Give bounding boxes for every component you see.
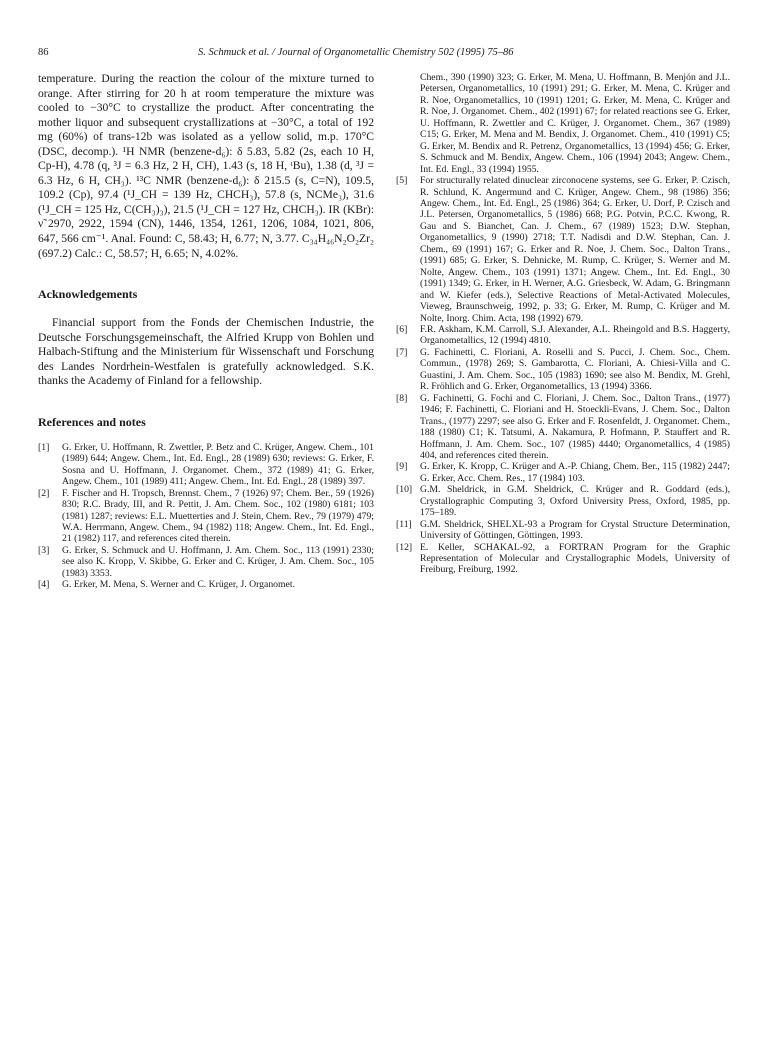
running-head: S. Schmuck et al. / Journal of Organometallic Chemistry 502 (1995) 75–86 (198, 47, 514, 58)
acknowledgements-heading: Acknowledgements (38, 287, 138, 302)
left-column (38, 72, 374, 591)
page-header (38, 47, 730, 61)
acknowledgements-text: Financial support from the Fonds der Chemischen Industrie, the Deutsche Forschungsgemeinschaft, the Alfried Krupp von Bohlen und Halbach-Stiftung and the Ministerium für Wissenschaft und Forschung des Landes Nordrhein-Westfalen is gratefully acknowledged. S.K. thanks the Academy of Finland for a fellowship. (38, 316, 374, 388)
reference-number: [10] (396, 484, 413, 496)
reference-text: G. Fachinetti, C. Floriani, A. Roselli and S. Pucci, J. Chem. Soc., Chem. Commun., (1978) 269; S. Gambarotta, C. Floriani, A. Chiesi-Villa and C. Guastini, J. Am. Chem. Soc., 105 (1983) 1690; see also M. Bendix, M. Grehl, R. Fröhlich and G. Erker, Organometallics, 13 (1994) 3366. (420, 346, 730, 393)
reference-number: [1] (38, 441, 50, 453)
reference-number: [7] (396, 346, 408, 358)
references-list-left (38, 442, 374, 591)
page-number: 86 (38, 47, 49, 58)
reference-number: [9] (396, 461, 408, 473)
reference-number: [6] (396, 323, 408, 335)
reference-text: G.M. Sheldrick, SHELXL-93 a Program for Crystal Structure Determination, University of Göttingen, Göttingen, 1993. (420, 518, 730, 542)
reference-text: For structurally related dinuclear zirconocene systems, see G. Erker, P. Czisch, R. Schlund, K. Angermund and C. Krüger, Angew. Chem., 98 (1986) 356; Angew. Chem., Int. Ed. Engl., 25 (1986) 364; G. Erker, U. Dorf, P. Czisch and J.L. Petersen, Organometallics, 5 (1986) 668; P.G. Potvin, P.C.C. Kwong, R. Gau and S. Bianchet, Can. J. Chem., 67 (1989) 1523; D.W. Stephan, Organometallics, 9 (1990) 2718; T.T. Nadisdi and D.W. Stephan, Can. J. Chem., 69 (1991) 167; G. Erker and R. Noe, J. Chem. Soc., Dalton Trans., (1991) 685; G. Erker, S. Dehnicke, M. Rump, C. Krüger, S. Werner and M. Nolte, Angew. Chem., 103 (1991) 1371; Angew. Chem., Int. Ed. Engl., 30 (1991) 1349; G. Erker, in H. Werner, A.G. Griesbeck, W. Adam, G. Bringmann and W. Kiefer (eds.), Selective Reactions of Metal-Activated Molecules, Vieweg, Braunschweig, 1992, p. 33; G. Erker, M. Rump, C. Krüger and M. Nolte, Inorg. Chim. Acta, 198 (1992) 679. (420, 175, 730, 324)
reference-number: [3] (38, 544, 50, 556)
reference-item (38, 488, 374, 545)
reference-number: [4] (38, 579, 50, 591)
reference-number: [12] (396, 541, 413, 553)
reference-number: [2] (38, 487, 50, 499)
reference-text: F.R. Askham, K.M. Carroll, S.J. Alexander, A.L. Rheingold and B.S. Haggerty, Organometallics, 12 (1994) 4810. (420, 323, 730, 347)
reference-item (396, 324, 730, 347)
references-heading: References and notes (38, 414, 146, 429)
right-column (396, 72, 730, 576)
reference-text: F. Fischer and H. Tropsch, Brennst. Chem., 7 (1926) 97; Chem. Ber., 59 (1926) 830; R.C. Brady, III, and R. Pettit, J. Am. Chem. Soc., 102 (1980) 6181; 103 (1981) 1287; reviews: E.L. Muetterties and J. Stein, Chem. Rev., 79 (1979) 479; W.A. Herrmann, Angew. Chem., 94 (1982) 118; Angew. Chem., Int. Ed. Engl., 21 (1982) 117, and references cited therein. (62, 487, 374, 545)
reference-number: [8] (396, 392, 408, 404)
reference-number: [5] (396, 175, 408, 187)
reference-number: [11] (396, 518, 412, 530)
reference-item (396, 519, 730, 542)
reference-item (396, 542, 730, 576)
reference-item (396, 484, 730, 518)
reference-item (396, 175, 730, 324)
reference-text: E. Keller, SCHAKAL-92, a FORTRAN Program for the Graphic Representation of Molecular and Crystallographic Models, University of Freiburg, Freiburg, 1992. (420, 541, 730, 576)
reference-item (396, 393, 730, 462)
references-list-right (396, 72, 730, 576)
reference-item (396, 347, 730, 393)
reference-item (38, 545, 374, 579)
reference-text: G. Erker, S. Schmuck and U. Hoffmann, J. Am. Chem. Soc., 113 (1991) 2330; see also K. Kropp, V. Skibbe, G. Erker and C. Krüger, J. Am. Chem. Soc., 105 (1983) 3353. (62, 544, 374, 579)
reference-text: Chem., 390 (1990) 323; G. Erker, M. Mena, U. Hoffmann, B. Menjón and J.L. Petersen, Organometallics, 10 (1991) 291; G. Erker, M. Mena, C. Krüger and R. Noe, Organometallics, 10 (1991) 1201; G. Erker, M. Mena, C. Krüger and R. Noe, J. Organomet. Chem., 402 (1991) 67; for related reactions see G. Erker, U. Hoffmann, R. Zwettler and C. Krüger, J. Organomet. Chem., 367 (1989) C15; G. Erker, M. Mena and M. Bendix, J. Organomet. Chem., 410 (1991) C5; G. Erker, M. Bendix and R. Petrenz, Organometallics, 13 (1994) 456; G. Erker, S. Schmuck and M. Bendix, Angew. Chem., 106 (1994) 2043; Angew. Chem., Int. Ed. Engl., 33 (1994) 1955. (420, 72, 730, 175)
reference-item (38, 442, 374, 488)
reference-text: G.M. Sheldrick, in G.M. Sheldrick, C. Krüger and R. Goddard (eds.), Crystallographic Computing 3, Oxford University Press, Oxford, 1985, pp. 175–189. (420, 484, 730, 519)
reference-item (396, 461, 730, 484)
reference-text: G. Erker, K. Kropp, C. Krüger and A.-P. Chiang, Chem. Ber., 115 (1982) 2447; G. Erker, Acc. Chem. Res., 17 (1984) 103. (420, 461, 730, 484)
reference-item (38, 579, 374, 590)
reference-text: G. Erker, U. Hoffmann, R. Zwettler, P. Betz and C. Krüger, Angew. Chem., 101 (1989) 644; Angew. Chem., Int. Ed. Engl., 28 (1989) 630; reviews: G. Erker, F. Sosna and U. Hoffmann, J. Organomet. Chem., 372 (1989) 41; G. Erker, Angew. Chem., 101 (1989) 411; Angew. Chem., Int. Ed. Engl., 28 (1989) 397. (62, 441, 374, 488)
reference-text: G. Fachinetti, G. Fochi and C. Floriani, J. Chem. Soc., Dalton Trans., (1977) 1946; F. Fachinetti, C. Floriani and H. Stoeckli-Evans, J. Chem. Soc., Dalton Trans., (1977) 2297; see also G. Erker and F. Rosenfeldt, J. Organomet. Chem., 188 (1980) C1; K. Tatsumi, A. Nakamura, P. Hofmann, P. Stauffert and R. Hoffmann, J. Am. Chem. Soc., 107 (1985) 4440; Organometallics, 4 (1985) 404, and references cited therein. (420, 392, 730, 461)
experimental-paragraph: temperature. During the reaction the colour of the mixture turned to orange. After stirring for 20 h at room temperature the mixture was cooled to −30°C to crystallize the product. After concentrating the mother liquor and subsequent crystallizations at −30°C, a total of 192 mg (60%) of trans-12b was isolated as a yellow solid, m.p. 170°C (DSC, decomp.). ¹H NMR (benzene-d₆): δ 5.83, 5.82 (2s, each 10 H, Cp-H), 4.78 (q, ³J = 6.3 Hz, 2 H, CH), 1.43 (s, 18 H, ᵗBu), 1.38 (d, ³J = 6.3 Hz, 6 H, CH₃). ¹³C NMR (benzene-d₆): δ 215.5 (s, C=N), 109.5, 109.2 (Cp), 97.4 (¹J_CH = 139 Hz, CHCH₃), 57.8 (s, NCMe₃), 31.6 (¹J_CH = 125 Hz, C(CH₃)₃), 21.5 (¹J_CH = 127 Hz, CHCH₃). IR (KBr): ν̃ 2970, 2922, 1594 (CN), 1446, 1354, 1261, 1206, 1084, 1021, 806, 647, 566 cm⁻¹. Anal. Found: C, 58.43; H, 6.77; N, 3.77. C₃₄H₄₆N₂O₂Zr₂ (697.2) Calc.: C, 58.57; H, 6.65; N, 4.02%. (38, 72, 374, 260)
reference-item-continued (396, 72, 730, 175)
reference-text: G. Erker, M. Mena, S. Werner and C. Krüger, J. Organomet. (62, 579, 295, 591)
